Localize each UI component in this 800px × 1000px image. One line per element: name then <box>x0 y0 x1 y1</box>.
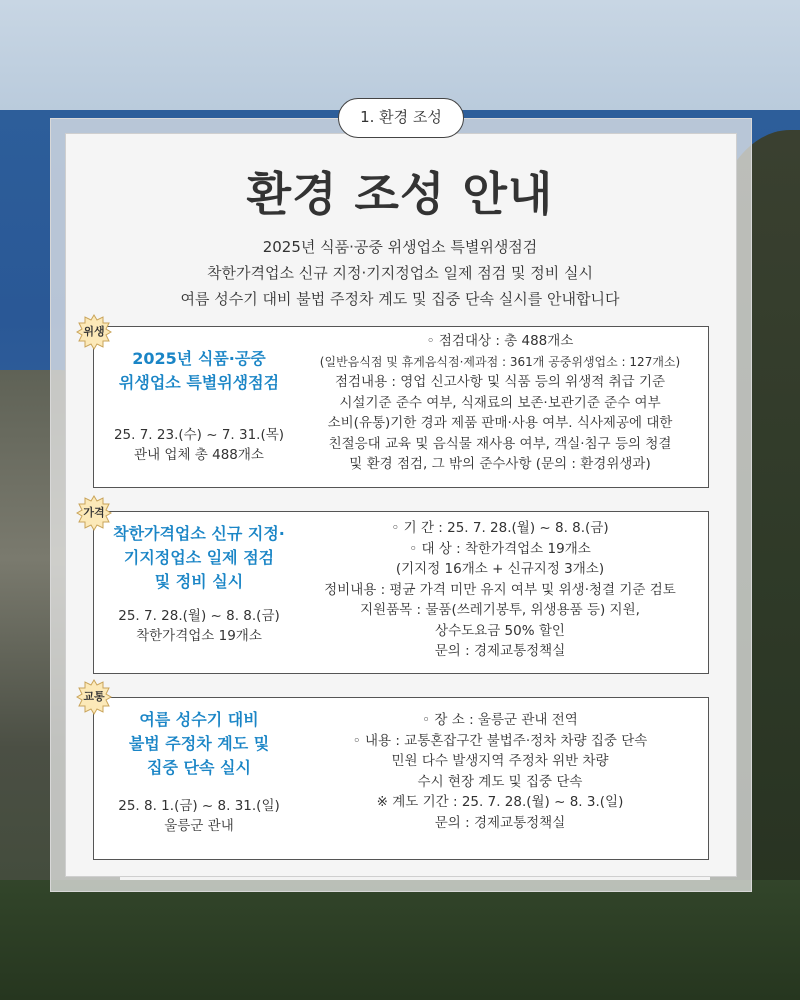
section-period: 25. 7. 23.(수) ~ 7. 31.(목) <box>113 427 285 443</box>
section-target: 울릉군 관내 <box>164 818 234 834</box>
section-heading: 여름 성수기 대비 <box>139 710 259 729</box>
section-tab: 1. 환경 조성 <box>338 98 464 138</box>
badge-label: 가격 <box>83 506 105 519</box>
detail-line: 시설기준 준수 여부, 식재료의 보존·보관기준 준수 여부 <box>339 394 661 411</box>
section-period: 25. 7. 28.(월) ~ 8. 8.(금) <box>118 608 280 624</box>
detail-line: ◦ 대 상 : 착한가격업소 19개소 <box>409 540 591 557</box>
section-heading: 위생업소 특별위생점검 <box>118 373 280 392</box>
section-heading: 및 정비 실시 <box>154 572 244 591</box>
section-target: 관내 업체 총 488개소 <box>134 447 264 463</box>
subtitle-line: 여름 성수기 대비 불법 주정차 계도 및 집중 단속 실시를 안내합니다 <box>180 290 620 308</box>
section-heading: 2025년 식품·공중 <box>132 349 266 368</box>
detail-line: ◦ 기 간 : 25. 7. 28.(월) ~ 8. 8.(금) <box>391 520 609 536</box>
page-title: 환경 조성 안내 <box>246 167 554 221</box>
section-summary <box>94 522 304 646</box>
section-heading: 집중 단속 실시 <box>147 758 251 777</box>
section-period: 25. 8. 1.(금) ~ 8. 31.(일) <box>118 798 280 814</box>
badge-hygiene <box>76 314 112 350</box>
detail-line: ◦ 점검대상 : 총 488개소 <box>426 333 574 349</box>
section-details <box>300 518 700 662</box>
section-heading: 기지정업소 일제 점검 <box>123 548 275 567</box>
section-heading: 불법 주정차 계도 및 <box>128 734 270 753</box>
section-traffic <box>93 697 709 860</box>
detail-line: 및 환경 점검, 그 밖의 준수사항 (문의 : 환경위생과) <box>349 456 651 472</box>
detail-line: ◦ 장 소 : 울릉군 관내 전역 <box>422 712 578 728</box>
subtitle <box>0 234 800 312</box>
detail-line: ◦ 내용 : 교통혼잡구간 불법주·정차 차량 집중 단속 <box>352 732 648 749</box>
section-details <box>300 331 700 475</box>
section-summary <box>94 708 304 836</box>
section-target: 착한가격업소 19개소 <box>136 628 262 644</box>
forest <box>0 880 800 1000</box>
detail-line: 민원 다수 발생지역 주정차 위반 차량 <box>391 753 609 769</box>
detail-line: 친절응대 교육 및 음식물 재사용 여부, 객실·침구 등의 청결 <box>328 435 672 452</box>
detail-line: ※ 계도 기간 : 25. 7. 28.(월) ~ 8. 3.(일) <box>376 794 624 810</box>
detail-line: 지원품목 : 물품(쓰레기봉투, 위생용품 등) 지원, <box>360 602 640 618</box>
detail-line: 정비내용 : 평균 가격 미만 유지 여부 및 위생·청결 기준 검토 <box>324 581 676 598</box>
badge-label: 위생 <box>83 325 105 338</box>
section-details <box>300 710 700 833</box>
detail-line: (일반음식점 및 휴게음식점·제과점 : 361개 공중위생업소 : 127개소) <box>319 354 681 369</box>
section-price <box>93 511 709 674</box>
detail-line: 소비(유통)기한 경과 제품 판매·사용 여부. 식사제공에 대한 <box>327 415 673 431</box>
detail-line: 수시 현장 계도 및 집중 단속 <box>417 773 583 790</box>
detail-line: 문의 : 경제교통정책실 <box>434 814 566 831</box>
detail-line: 상수도요금 50% 할인 <box>435 622 565 639</box>
section-hygiene <box>93 326 709 488</box>
section-heading: 착한가격업소 신규 지정· <box>113 524 285 543</box>
subtitle-line: 2025년 식품·공중 위생업소 특별위생점검 <box>262 238 538 256</box>
badge-price <box>76 495 112 531</box>
badge-traffic <box>76 679 112 715</box>
subtitle-line: 착한가격업소 신규 지정·기지정업소 일제 점검 및 정비 실시 <box>207 264 593 282</box>
detail-line: 점검내용 : 영업 신고사항 및 식품 등의 위생적 취급 기준 <box>334 374 666 390</box>
detail-line: 문의 : 경제교통정책실 <box>434 643 566 659</box>
detail-line: (기지정 16개소 + 신규지정 3개소) <box>395 561 605 577</box>
badge-label: 교통 <box>83 690 105 703</box>
section-summary <box>94 347 304 465</box>
